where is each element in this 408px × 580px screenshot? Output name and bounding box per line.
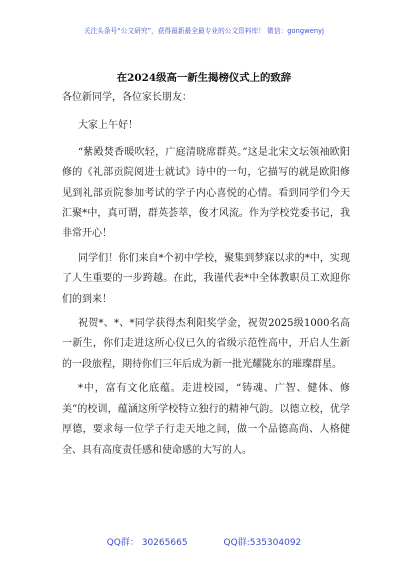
document-body (62, 88, 350, 461)
greeting: 大家上午好！ (78, 120, 138, 132)
header-banner: 关注头条号“公文研究”，获得最新最全最专业的公文资料库！ 微信：gongwenyj (83, 27, 325, 35)
footer-contact (0, 535, 408, 548)
salutation: 各位新同学，各位家长朋友： (62, 92, 192, 103)
paragraph-2: 同学们！你们来自*个初中学校，聚集到梦寐以求的*中，实现了人生重要的一步跨越。在此，我谨代表*中全体教职员工欢迎你们的到来！ (62, 252, 350, 305)
paragraph-4: *中，富有文化底蕴。走进校园，“铸魂、广智、健体、修美”的校训，蕴涵这所学校特立独行的精神气韵。以德立校，优学厚德，要求每一位学子行走天地之间，做一个品德高尚、人格健全、具有高度责任感和使命感的大写的人。 (62, 383, 350, 456)
footer-qq-group-1: QQ群： 30265665 (106, 538, 188, 548)
paragraph-1: “紫殿焚香暖吹轻，广庭清晓席群英。”这是北宋文坛领袖欧阳修的《礼部贡院阅进士就试》诗中的一句，它描写的就是欧阳修见到礼部贡院参加考试的学子内心喜悦的心情。看到同学们今天汇聚*中，真可谓，群英荟萃，俊才风流。作为学校党委书记，我非常开心！ (62, 146, 350, 240)
paragraph-3: 祝贺*、*、*同学获得杰利阳奖学金，祝贺2025级1000名高一新生，你们走进这所心仪已久的省级示范性高中，开启人生新的一段旅程，期待你们三年后成为新一批光耀陇东的璀璨群星。 (62, 318, 350, 370)
footer-qq-group-2: QQ群:535304092 (223, 538, 302, 548)
page-title: 在2024级高一新生揭榜仪式上的致辞 (116, 72, 292, 84)
